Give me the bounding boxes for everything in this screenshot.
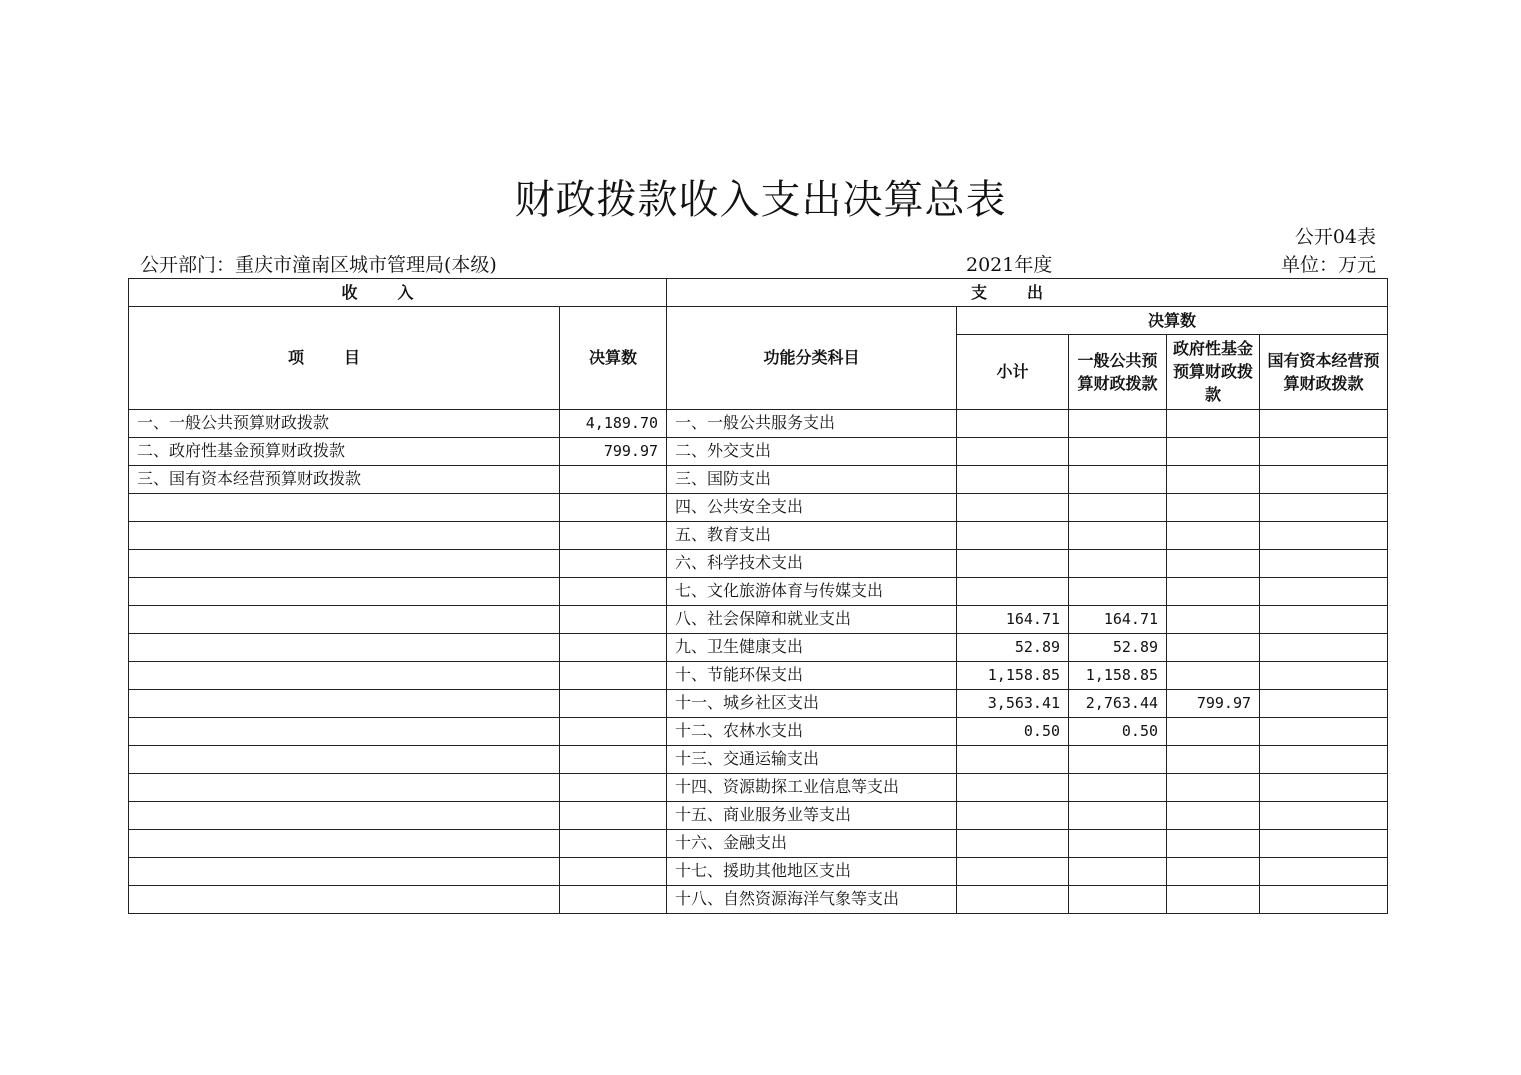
- subtotal-cell: [957, 857, 1069, 885]
- subtotal-header: 小计: [957, 335, 1069, 410]
- gov-fund-cell: [1167, 857, 1260, 885]
- table-row: [129, 717, 1388, 745]
- state-capital-cell: [1260, 493, 1388, 521]
- income-amount-cell: [560, 717, 667, 745]
- income-amount-cell: [560, 689, 667, 717]
- table-row: [129, 745, 1388, 773]
- general-budget-cell: [1069, 577, 1167, 605]
- subtotal-cell: [957, 465, 1069, 493]
- income-header: 收入: [129, 279, 667, 307]
- gov-fund-cell: [1167, 661, 1260, 689]
- gov-fund-cell: [1167, 437, 1260, 465]
- category-cell: 一、一般公共服务支出: [667, 409, 957, 437]
- gov-fund-cell: 799.97: [1167, 689, 1260, 717]
- income-item-cell: [129, 829, 560, 857]
- general-budget-cell: [1069, 773, 1167, 801]
- gov-fund-cell: [1167, 577, 1260, 605]
- item-header: 项目: [129, 307, 560, 410]
- table-row: [129, 605, 1388, 633]
- subtotal-cell: 0.50: [957, 717, 1069, 745]
- income-item-cell: [129, 549, 560, 577]
- income-amount-cell: [560, 633, 667, 661]
- subtotal-cell: [957, 521, 1069, 549]
- state-capital-cell: [1260, 633, 1388, 661]
- income-item-cell: [129, 521, 560, 549]
- state-capital-cell: [1260, 801, 1388, 829]
- table-body: [129, 409, 1388, 913]
- category-cell: 二、外交支出: [667, 437, 957, 465]
- general-budget-cell: 0.50: [1069, 717, 1167, 745]
- state-capital-cell: [1260, 689, 1388, 717]
- income-item-cell: [129, 773, 560, 801]
- category-cell: 十四、资源勘探工业信息等支出: [667, 773, 957, 801]
- subtotal-cell: [957, 409, 1069, 437]
- table-row: [129, 801, 1388, 829]
- category-cell: 十一、城乡社区支出: [667, 689, 957, 717]
- income-item-cell: [129, 689, 560, 717]
- income-amount-cell: 4,189.70: [560, 409, 667, 437]
- subtotal-cell: [957, 801, 1069, 829]
- state-capital-cell: [1260, 773, 1388, 801]
- income-amount-cell: [560, 521, 667, 549]
- gov-fund-cell: [1167, 465, 1260, 493]
- income-item-cell: [129, 577, 560, 605]
- income-item-cell: [129, 745, 560, 773]
- state-capital-cell: [1260, 717, 1388, 745]
- general-budget-cell: [1069, 885, 1167, 913]
- subtotal-cell: 3,563.41: [957, 689, 1069, 717]
- state-capital-cell: [1260, 521, 1388, 549]
- gov-fund-cell: [1167, 717, 1260, 745]
- department-label: 公开部门：重庆市潼南区城市管理局(本级): [140, 254, 497, 276]
- table-row: [129, 549, 1388, 577]
- category-cell: 八、社会保障和就业支出: [667, 605, 957, 633]
- income-item-cell: [129, 717, 560, 745]
- income-amount-cell: [560, 465, 667, 493]
- income-item-cell: [129, 801, 560, 829]
- general-budget-cell: [1069, 745, 1167, 773]
- income-item-cell: [129, 493, 560, 521]
- category-cell: 三、国防支出: [667, 465, 957, 493]
- state-capital-cell: [1260, 465, 1388, 493]
- table-row: [129, 661, 1388, 689]
- income-amount-cell: [560, 577, 667, 605]
- state-capital-cell: [1260, 577, 1388, 605]
- category-cell: 十二、农林水支出: [667, 717, 957, 745]
- gov-fund-cell: [1167, 829, 1260, 857]
- income-item-cell: 一、一般公共预算财政拨款: [129, 409, 560, 437]
- subtotal-cell: [957, 885, 1069, 913]
- table-row: [129, 437, 1388, 465]
- category-cell: 六、科学技术支出: [667, 549, 957, 577]
- category-cell: 九、卫生健康支出: [667, 633, 957, 661]
- table-row: [129, 577, 1388, 605]
- category-cell: 七、文化旅游体育与传媒支出: [667, 577, 957, 605]
- general-budget-cell: [1069, 829, 1167, 857]
- state-capital-cell: [1260, 549, 1388, 577]
- gov-fund-cell: [1167, 745, 1260, 773]
- income-item-cell: [129, 885, 560, 913]
- state-capital-cell: [1260, 409, 1388, 437]
- state-capital-cell: [1260, 605, 1388, 633]
- year-label: 2021年度: [966, 254, 1053, 276]
- income-item-cell: 二、政府性基金预算财政拨款: [129, 437, 560, 465]
- subtotal-cell: [957, 549, 1069, 577]
- table-row: [129, 633, 1388, 661]
- income-amount-cell: [560, 605, 667, 633]
- table-row: [129, 493, 1388, 521]
- state-capital-cell: [1260, 829, 1388, 857]
- gov-fund-cell: [1167, 773, 1260, 801]
- state-capital-cell: [1260, 437, 1388, 465]
- table-row: [129, 885, 1388, 913]
- income-amount-cell: [560, 885, 667, 913]
- table-row: [129, 689, 1388, 717]
- state-capital-header: 国有资本经营预算财政拨款: [1260, 335, 1388, 410]
- general-budget-cell: [1069, 801, 1167, 829]
- category-header: 功能分类科目: [667, 307, 957, 410]
- subtotal-cell: [957, 745, 1069, 773]
- income-amount-cell: [560, 745, 667, 773]
- gov-fund-cell: [1167, 801, 1260, 829]
- subtotal-cell: 1,158.85: [957, 661, 1069, 689]
- income-amount-cell: [560, 829, 667, 857]
- income-item-cell: [129, 605, 560, 633]
- table-row: [129, 521, 1388, 549]
- income-amount-cell: [560, 493, 667, 521]
- gov-fund-cell: [1167, 633, 1260, 661]
- income-amount-cell: [560, 661, 667, 689]
- state-capital-cell: [1260, 857, 1388, 885]
- income-item-cell: [129, 633, 560, 661]
- subtotal-cell: [957, 437, 1069, 465]
- table-row: [129, 409, 1388, 437]
- category-cell: 五、教育支出: [667, 521, 957, 549]
- subtotal-cell: [957, 577, 1069, 605]
- category-cell: 十三、交通运输支出: [667, 745, 957, 773]
- state-capital-cell: [1260, 745, 1388, 773]
- subtotal-cell: [957, 493, 1069, 521]
- subtotal-cell: 52.89: [957, 633, 1069, 661]
- income-item-cell: [129, 661, 560, 689]
- general-budget-header: 一般公共预算财政拨款: [1069, 335, 1167, 410]
- gov-fund-cell: [1167, 885, 1260, 913]
- subtotal-cell: [957, 773, 1069, 801]
- general-budget-cell: 2,763.44: [1069, 689, 1167, 717]
- final-amount-header: 决算数: [957, 307, 1388, 335]
- state-capital-cell: [1260, 661, 1388, 689]
- general-budget-cell: [1069, 549, 1167, 577]
- table-row: [129, 857, 1388, 885]
- category-cell: 四、公共安全支出: [667, 493, 957, 521]
- income-amount-cell: [560, 549, 667, 577]
- category-cell: 十八、自然资源海洋气象等支出: [667, 885, 957, 913]
- category-cell: 十五、商业服务业等支出: [667, 801, 957, 829]
- general-budget-cell: 1,158.85: [1069, 661, 1167, 689]
- expense-header: 支出: [667, 279, 1388, 307]
- general-budget-cell: 164.71: [1069, 605, 1167, 633]
- income-amount-cell: [560, 801, 667, 829]
- gov-fund-cell: [1167, 521, 1260, 549]
- general-budget-cell: [1069, 857, 1167, 885]
- table-row: [129, 773, 1388, 801]
- unit-label: 单位：万元: [1280, 254, 1376, 276]
- general-budget-cell: [1069, 409, 1167, 437]
- subtotal-cell: [957, 829, 1069, 857]
- income-amount-cell: [560, 773, 667, 801]
- income-item-cell: [129, 857, 560, 885]
- category-cell: 十七、援助其他地区支出: [667, 857, 957, 885]
- page-title: 财政拨款收入支出决算总表: [514, 177, 1007, 223]
- table-row: [129, 465, 1388, 493]
- income-item-cell: 三、国有资本经营预算财政拨款: [129, 465, 560, 493]
- form-number: 公开04表: [1294, 226, 1376, 248]
- gov-fund-cell: [1167, 493, 1260, 521]
- category-cell: 十、节能环保支出: [667, 661, 957, 689]
- gov-fund-header: 政府性基金预算财政拨款: [1167, 335, 1260, 410]
- state-capital-cell: [1260, 885, 1388, 913]
- budget-table: [128, 278, 1388, 914]
- amount-header: 决算数: [560, 307, 667, 410]
- general-budget-cell: [1069, 465, 1167, 493]
- gov-fund-cell: [1167, 549, 1260, 577]
- income-amount-cell: [560, 857, 667, 885]
- general-budget-cell: [1069, 437, 1167, 465]
- gov-fund-cell: [1167, 605, 1260, 633]
- general-budget-cell: [1069, 493, 1167, 521]
- gov-fund-cell: [1167, 409, 1260, 437]
- table-row: [129, 829, 1388, 857]
- general-budget-cell: [1069, 521, 1167, 549]
- subtotal-cell: 164.71: [957, 605, 1069, 633]
- category-cell: 十六、金融支出: [667, 829, 957, 857]
- general-budget-cell: 52.89: [1069, 633, 1167, 661]
- income-amount-cell: 799.97: [560, 437, 667, 465]
